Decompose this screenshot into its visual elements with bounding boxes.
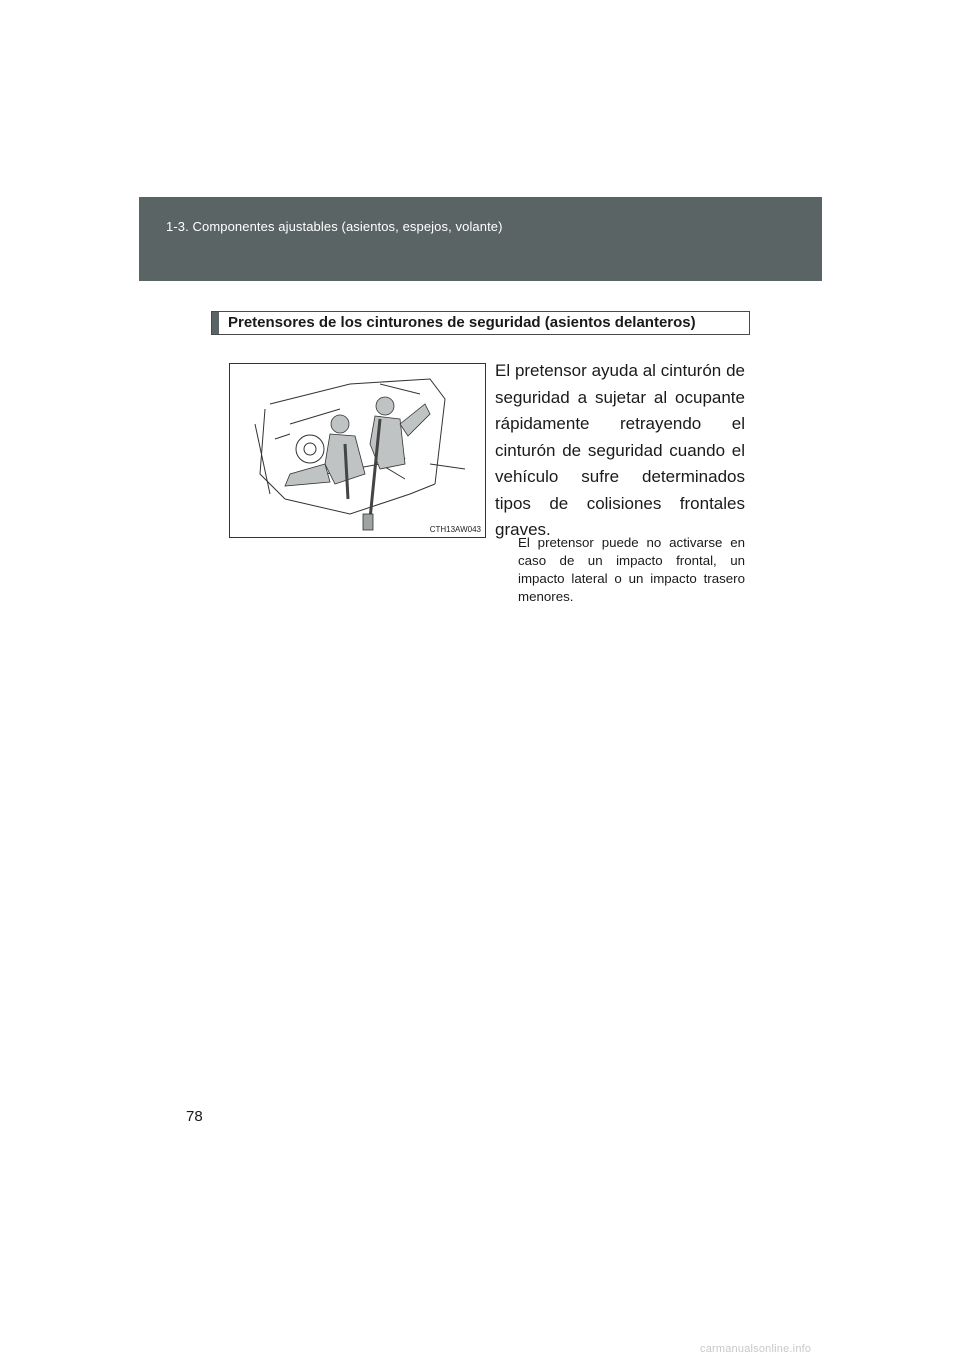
note-text: El pretensor puede no activarse en caso de un impacto frontal, un impacto lateral o un impacto trasero menores. (518, 535, 745, 604)
watermark: carmanualsonline.info (700, 1343, 812, 1355)
heading-accent-bar (212, 312, 219, 334)
chapter-header (139, 197, 822, 281)
figure-code: CTH13AW043 (429, 525, 481, 534)
pretensioner-figure (229, 363, 486, 538)
chapter-title: 1-3. Componentes ajustables (asientos, espejos, volante) (166, 219, 503, 234)
section-heading (211, 311, 750, 335)
retractor-icon (363, 514, 373, 530)
section-heading-label: Pretensores de los cinturones de seguridad (asientos delanteros) (228, 314, 696, 331)
page-number: 78 (186, 1108, 203, 1125)
seatbelt-pretensioner-illustration-icon (230, 364, 485, 537)
body-text: El pretensor ayuda al cinturón de seguridad a sujetar al ocupante rápidamente retrayendo el cinturón de seguridad cuando el vehículo sufre determinados tipos de colisiones frontales graves. (495, 361, 745, 539)
